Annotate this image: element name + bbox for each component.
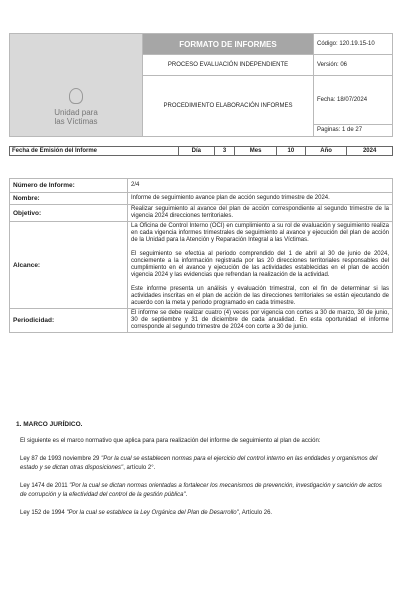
section-heading: 1. MARCO JURÍDICO.	[16, 421, 83, 428]
day-value: 3	[214, 147, 235, 156]
report-info-table	[9, 178, 393, 333]
document-date: Fecha: 18/07/2024	[314, 76, 393, 125]
logo-line-1: Unidad para	[54, 108, 98, 117]
law-item	[16, 455, 386, 473]
objective-label: Objetivo:	[10, 205, 128, 222]
law-article: , Artículo 26.	[238, 510, 273, 516]
procedure-name: PROCEDIMIENTO ELABORACIÓN INFORMES	[143, 76, 314, 137]
periodicity-text: El informe se debe realizar cuatro (4) veces por vigencia con cortes a 30 de marzo, 30 de junio, 30 de septiembre y 31 de diciembre de cada anualidad. En esta oportunidad el informe corresponde al segundo trimestre de 2024 con corte a 30 de junio.	[131, 310, 389, 330]
law-article: , artículo 2°.	[123, 465, 156, 471]
objective-text: Realizar seguimiento al avance del plan de acción correspondiente al segundo trimestre de la vigencia 2024 direcciones territoriales.	[131, 206, 389, 219]
day-label: Día	[179, 147, 215, 156]
periodicity-value	[128, 309, 393, 333]
scope-paragraph-1: La Oficina de Control Interno (OCI) en cumplimiento a su rol de evaluación y seguimiento realiza en cada vigencia informes trimestrales de seguimiento al avance y ejecución del plan de acción de la Unidad para la Atención y Reparación Integral a las Víctimas.	[131, 223, 389, 243]
scope-label: Alcance:	[10, 222, 128, 309]
page-count: Paginas: 1 de 27	[314, 124, 393, 137]
emission-date-label: Fecha de Emisión del Informe	[10, 147, 179, 156]
year-label: Año	[305, 147, 346, 156]
report-number-value: 2/4	[128, 179, 393, 193]
law-title: "Por la cual se dictan normas orientadas a fortalecer los mecanismos de prevención, investigación y sanción de actos de corrupción y la efectividad del control de la gestión pública"	[20, 483, 382, 498]
year-value: 2024	[347, 147, 393, 156]
scope-value	[128, 222, 393, 309]
process-name: PROCESO EVALUACIÓN INDEPENDIENTE	[143, 55, 314, 76]
legal-intro: El siguiente es el marco normativo que aplica para para realización del informe de seguimiento al plan de acción:	[20, 438, 321, 444]
document-code: Código: 120.19.15-10	[314, 34, 393, 55]
scope-paragraph-3: Este informe presenta un análisis y evaluación trimestral, con el fin de determinar si las actividades inscritas en el plan de acción de las direcciones territoriales se están ejecutando de acuerdo con la meta y periodo programado en cada trimestre.	[131, 286, 389, 306]
law-article: .	[185, 492, 188, 498]
document-version: Versión: 06	[314, 55, 393, 76]
law-title: "Por la cual se establecen normas para el ejercicio del control interno en las entidades y organismos del estado y se dictan otras disposiciones"	[20, 456, 378, 471]
report-name-value: Informe de seguimiento avance plan de acción segundo trimestre de 2024.	[128, 193, 393, 205]
scope-paragraph-2: El seguimiento se efectúa al periodo comprendido del 1 de abril al 30 de junio de 2024, conciemente a la información registrada por las 20 direcciones territoriales responsables del cumplimiento en el avance y ejecución de las actividades establecidas en el plan de acción vigencia 2024 y las evidencias que refrendan la realización de la actividad.	[131, 251, 389, 278]
law-item	[16, 482, 386, 500]
law-ref: Ley 1474 de 2011	[20, 483, 70, 489]
coat-of-arms-icon	[69, 88, 83, 104]
law-ref: Ley 152 de 1994	[20, 510, 67, 516]
law-ref: Ley 87 de 1993 noviembre 29	[20, 456, 102, 462]
institution-logo	[10, 34, 143, 137]
periodicity-label: Periodicidad:	[10, 309, 128, 333]
emission-date-row	[9, 146, 393, 156]
format-title: FORMATO DE INFORMES	[143, 34, 314, 55]
document-header	[9, 33, 393, 137]
law-item	[16, 509, 386, 518]
legal-framework-section	[16, 420, 386, 527]
month-label: Mes	[235, 147, 276, 156]
law-title: "Por la cual se establece la Ley Orgánica del Plan de Desarrollo"	[66, 510, 239, 516]
month-value: 10	[276, 147, 305, 156]
objective-value	[128, 205, 393, 222]
logo-line-2: las Víctimas	[54, 117, 98, 126]
report-name-label: Nombre:	[10, 193, 128, 205]
report-number-label: Número de Informe:	[10, 179, 128, 193]
